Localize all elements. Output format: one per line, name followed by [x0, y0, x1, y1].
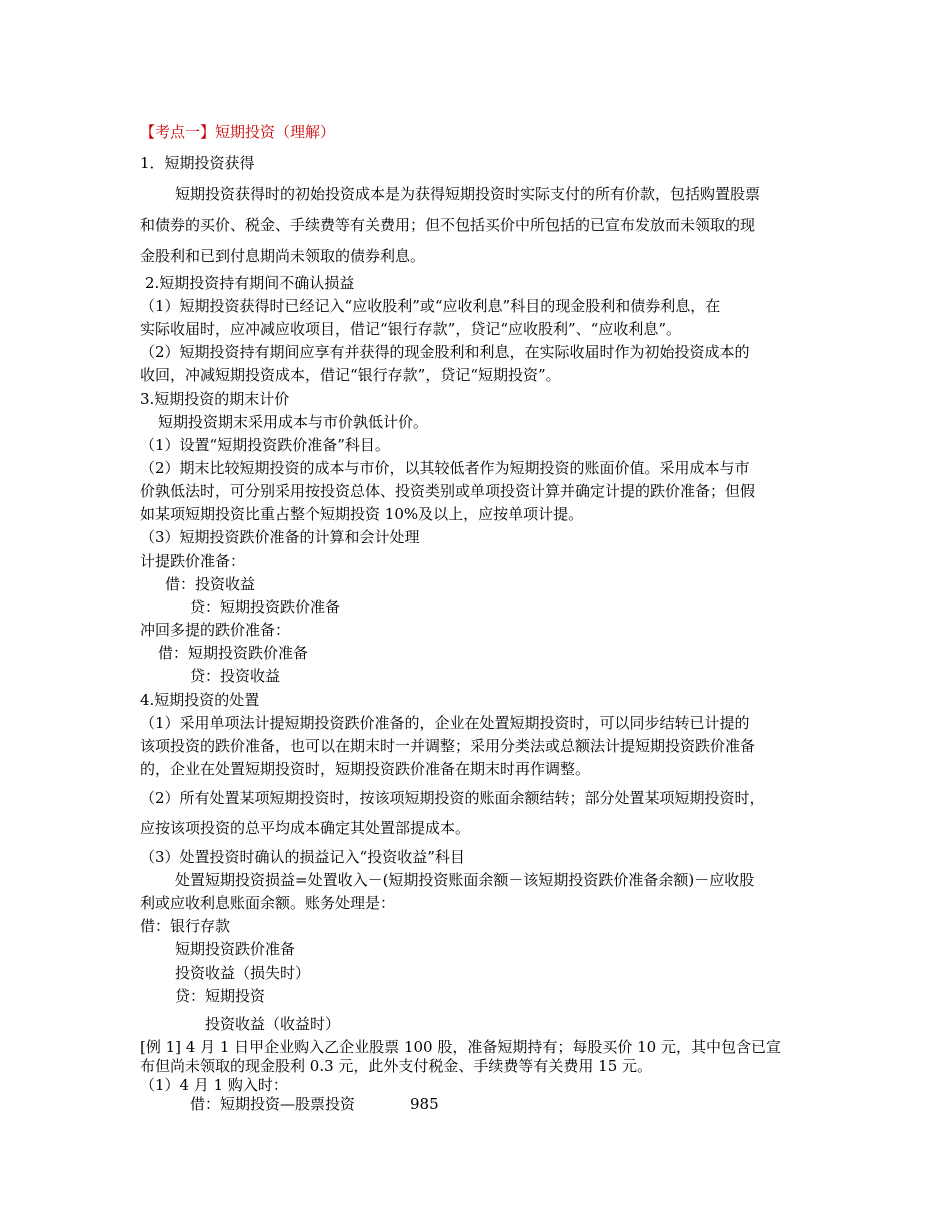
paragraph-line: （2）所有处置某项短期投资时，按该项短期投资的账面余额结转；部分处置某项短期投资时， [140, 789, 765, 807]
paragraph-line: （2）短期投资持有期间应享有并获得的现金股利和利息，在实际收届时作为初始投资成本的 [140, 343, 750, 361]
journal-entry-debit: 借：投资收益 [165, 575, 256, 593]
journal-amount: 985 [410, 1095, 439, 1113]
paragraph-line: （1）短期投资获得时已经记入“应收股利”或“应收利息”科目的现金股利和债券利息，在 [140, 297, 721, 315]
paragraph-line: （3）处置投资时确认的损益记入“投资收益”科目 [140, 848, 465, 866]
paragraph-line: 应按该项投资的总平均成本确定其处置部提成本。 [140, 819, 471, 837]
paragraph-line: 利或应收利息账面余额。账务处理是： [140, 894, 396, 912]
section-heading: 【考点一】短期投资（理解） [140, 123, 336, 141]
paragraph-line: 短期投资获得时的初始投资成本是为获得短期投资时实际支付的所有价款，包括购置股票 [175, 185, 761, 203]
subheading: 3.短期投资的期末计价 [140, 390, 290, 408]
example-line: [例 1] 4 月 1 日甲企业购入乙企业股票 100 股，准备短期持有；每股买价 10 元，其中包含已宣 [140, 1038, 781, 1056]
paragraph-line: 计提跌价准备： [140, 552, 246, 570]
example-line: （1）4 月 1 购入时： [140, 1076, 288, 1094]
paragraph-line: 处置短期投资损益=处置收入－(短期投资账面余额－该短期投资跌价准备余额)－应收股 [175, 871, 755, 889]
paragraph-line: 的，企业在处置短期投资时，短期投资跌价准备在期末时再作调整。 [140, 760, 591, 778]
paragraph-line: 该项投资的跌价准备，也可以在期末时一并调整；采用分类法或总额法计提短期投资跌价准备 [140, 737, 756, 755]
paragraph-line: 短期投资期末采用成本与市价孰低计价。 [158, 413, 429, 431]
paragraph-line: （2）期末比较短期投资的成本与市价，以其较低者作为短期投资的账面价值。采用成本与市 [140, 459, 750, 477]
journal-entry-credit: 贷：短期投资 [175, 987, 266, 1005]
paragraph-line: 和债券的买价、税金、手续费等有关费用；但不包括买价中所包括的已宣布发放而未领取的现 [140, 216, 756, 234]
paragraph-line: （1）采用单项法计提短期投资跌价准备的，企业在处置短期投资时，可以同步结转已计提的 [140, 714, 750, 732]
paragraph-line: 价孰低法时，可分别采用按投资总体、投资类别或单项投资计算并确定计提的跌价准备；但假 [140, 482, 756, 500]
journal-entry-credit: 投资收益（收益时） [205, 1015, 341, 1033]
journal-entry-debit: 短期投资跌价准备 [175, 940, 296, 958]
journal-entry-debit: 投资收益（损失时） [175, 964, 311, 982]
paragraph-line: （1）设置“短期投资跌价准备”科目。 [140, 436, 390, 454]
paragraph-line: 金股利和已到付息期尚未领取的债券利息。 [140, 247, 426, 265]
subheading: 4.短期投资的处置 [140, 691, 260, 709]
subheading: 2.短期投资持有期间不确认损益 [145, 274, 355, 292]
journal-entry-debit: 借：短期投资—股票投资 [190, 1095, 356, 1113]
paragraph-line: 实际收届时，应冲减应收项目，借记“银行存款”，贷记“应收股利”、“应收利息”。 [140, 320, 682, 338]
journal-entry-credit: 贷：投资收益 [190, 667, 281, 685]
example-line: 布但尚未领取的现金股利 0.3 元，此外支付税金、手续费等有关费用 15 元。 [140, 1057, 653, 1075]
paragraph-line: 如某项短期投资比重占整个短期投资 10%及以上，应按单项计提。 [140, 505, 584, 523]
paragraph-line: 收回，冲减短期投资成本，借记“银行存款”，贷记“短期投资”。 [140, 366, 561, 384]
subheading: 1．短期投资获得 [140, 154, 255, 172]
journal-entry-debit: 借：短期投资跌价准备 [158, 644, 309, 662]
journal-entry-credit: 贷：短期投资跌价准备 [190, 598, 341, 616]
journal-entry-debit: 借：银行存款 [140, 917, 231, 935]
paragraph-line: 冲回多提的跌价准备： [140, 621, 291, 639]
paragraph-line: （3）短期投资跌价准备的计算和会计处理 [140, 528, 420, 546]
